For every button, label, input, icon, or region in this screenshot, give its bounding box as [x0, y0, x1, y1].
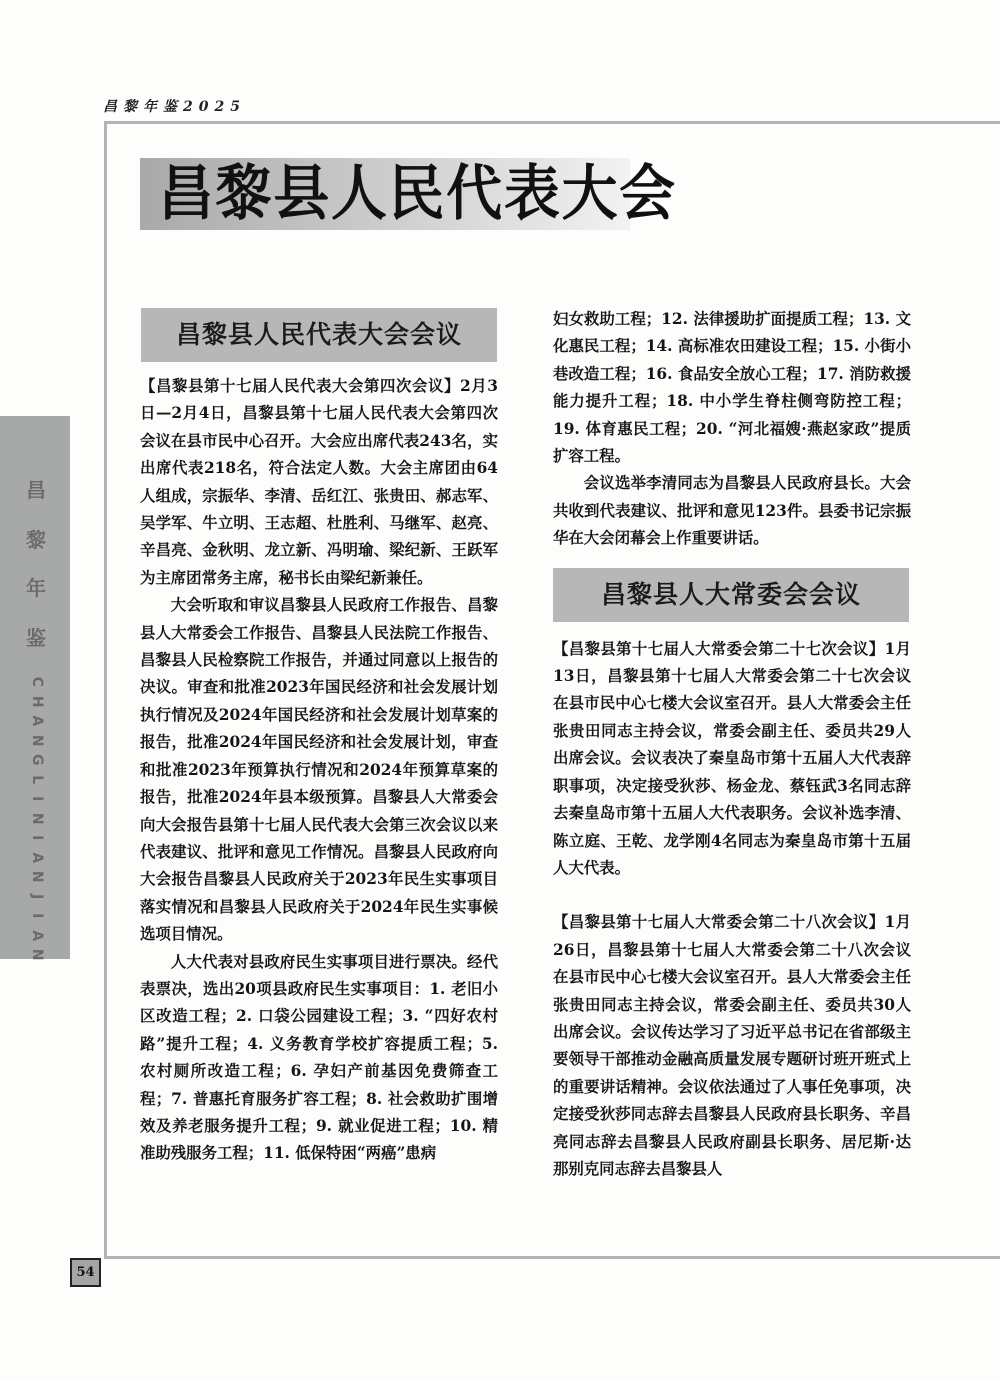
- side-tab-char: 鉴: [26, 626, 46, 650]
- pinyin-letter: H: [28, 695, 45, 708]
- pinyin-letter: J: [28, 893, 45, 899]
- article-paragraph: 【昌黎县第十七届人民代表大会第四次会议】2月3日—2月4日，昌黎县第十七届人民代表大会第四次会议在县市民中心召开。大会应出席代表243名，实出席代表218名，符合法定人数。大会主席团由64人组成，宗振华、李清、岳红江、张贵田、郝志军、吴学军、牛立明、王志超、杜胜利、马继军、赵亮、辛昌亮、金秋明、龙立新、冯明瑜、梁纪新、王跃军为主席团常务主席，秘书长由梁纪新兼任。: [140, 377, 498, 587]
- pinyin-letter: I: [28, 796, 45, 802]
- pinyin-letter: G: [28, 754, 45, 766]
- pinyin-letter: C: [28, 676, 45, 687]
- frame-left-rule: [104, 121, 107, 1259]
- pinyin-letter: N: [28, 812, 45, 825]
- pinyin-letter: N: [28, 734, 45, 747]
- page-number: 54: [70, 1258, 101, 1287]
- side-tab-char: 黎: [26, 528, 46, 552]
- pinyin-letter: N: [28, 948, 45, 961]
- side-tab: [0, 416, 70, 959]
- frame-bottom-rule: [104, 1256, 1000, 1259]
- article-paragraph: 【昌黎县第十七届人大常委会第二十八次会议】1月26日，昌黎县第十七届人大常委会第二十八次会议在县市民中心七楼大会议室召开。县人大常委会主任张贵田同志主持会议，常委会副主任、委员共30人出席会议。会议传达学习了习近平总书记在省部级主要领导干部推动金融高质量发展专题研讨班开班式上的重要讲话精神。会议依法通过了人事任免事项，决定接受狄莎同志辞去昌黎县人民政府县长职务、辛昌亮同志辞去昌黎县人民政府副县长职务、居尼斯·达那别克同志辞去昌黎县人: [553, 913, 911, 1178]
- running-head: 昌黎年鉴2025: [103, 99, 246, 115]
- article-paragraph: 人大代表对县政府民生实事项目进行票决。经代表票决，选出20项县政府民生实事项目：1. 老旧小区改造工程；2. 口袋公园建设工程；3. “四好农村路”提升工程；4. 义务教育学校扩容提质工程；5. 农村厕所改造工程；6. 孕妇产前基因免费筛查工程；7. 普惠托育服务扩容工程；8. 社会救助扩围增效及养老服务提升工程；9. 就业促进工程；10. 精准助残服务工程；11. 低保特困“两癌”患病: [140, 952, 498, 1163]
- pinyin-letter: A: [28, 851, 45, 863]
- section-heading-standing-committee: 昌黎县人大常委会会议: [553, 568, 909, 622]
- pinyin-letter: N: [28, 870, 45, 883]
- side-tab-char: 年: [26, 576, 46, 600]
- section-heading-npc-congress: 昌黎县人民代表大会会议: [141, 308, 497, 362]
- side-tab-pinyin: [28, 672, 44, 965]
- right-column: [553, 306, 911, 1183]
- frame-top-rule: [104, 121, 1000, 124]
- side-tab-char: 昌: [26, 478, 46, 502]
- article-paragraph: 【昌黎县第十七届人大常委会第二十七次会议】1月13日，昌黎县第十七届人大常委会第二十七次会议在县市民中心七楼大会议室召开。县人大常委会主任张贵田同志主持会议，常委会副主任、委员共29人出席会议。会议表决了秦皇岛市第十五届人大代表辞职事项，决定接受狄莎、杨金龙、蔡钰武3名同志辞去秦皇岛市第十五届人大代表职务。会议补选李清、陈立庭、王乾、龙学刚4名同志为秦皇岛市第十五届人大代表。: [553, 639, 911, 877]
- left-column: [140, 373, 498, 1168]
- pinyin-letter: I: [28, 835, 45, 841]
- pinyin-letter: A: [28, 929, 45, 941]
- article-paragraph: 大会听取和审议昌黎县人民政府工作报告、昌黎县人大常委会工作报告、昌黎县人民法院工作报告、昌黎县人民检察院工作报告，并通过同意以上报告的决议。审查和批准2023年国民经济和社会发展计划执行情况及2024年国民经济和社会发展计划草案的报告，批准2024年国民经济和社会发展计划，审查和批准2023年预算执行情况和2024年预算草案的报告，批准2024年县本级预算。昌黎县人大常委会向大会报告县第十七届人民代表大会第三次会议以来代表建议、批评和意见工作情况。昌黎县人民政府向大会报告昌黎县人民政府关于2023年民生实事项目落实情况和昌黎县人民政府关于2024年民生实事候选项目情况。: [140, 596, 498, 944]
- pinyin-letter: L: [28, 774, 45, 784]
- chapter-title: 昌黎县人民代表大会: [158, 159, 677, 229]
- pinyin-letter: A: [28, 715, 45, 727]
- article-paragraph-continued: 妇女救助工程；12. 法律援助扩面提质工程；13. 文化惠民工程；14. 高标准农田建设工程；15. 小街小巷改造工程；16. 食品安全放心工程；17. 消防救援能力提升工程；18. 中小学生脊柱侧弯防控工程；19. 体育惠民工程；20. “河北福嫂·燕赵家政”提质扩容工程。: [553, 310, 911, 466]
- article-paragraph: 会议选举李清同志为昌黎县人民政府县长。大会共收到代表建议、批评和意见123件。县委书记宗振华在大会闭幕会上作重要讲话。: [553, 474, 911, 548]
- pinyin-letter: I: [28, 913, 45, 919]
